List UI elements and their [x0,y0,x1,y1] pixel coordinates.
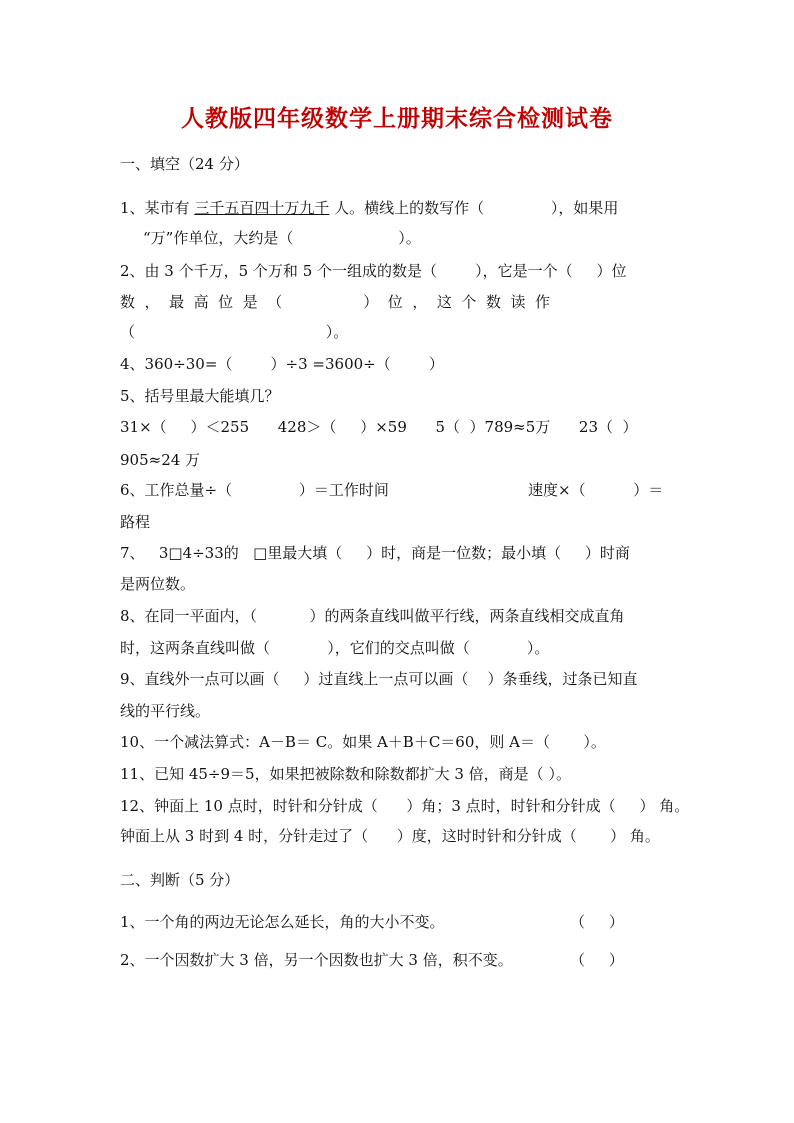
question-1-line-1 [120,198,618,218]
question-1-line-2: “万”作单位，大约是（ ）。 [143,229,421,247]
section-1-heading: 一、填空（24 分） [120,155,249,173]
judge-item-2-answer-box: （ ） [570,951,624,969]
question-8-line-2: 时，这两条直线叫做（ ），它们的交点叫做（ ）。 [120,639,550,657]
q1-suffix: 人。横线上的数写作（ ），如果用 [329,199,619,217]
section-2-heading: 二、判断（5 分） [120,871,240,889]
question-6-part-1: 6、工作总量÷（ ）＝工作时间 [120,481,389,499]
question-12-line-1: 12、钟面上 10 点时，时针和分针成（ ）角；3 点时，时针和分针成（ ） 角。 [120,797,690,815]
q1-prefix: 1、某市有 [120,199,195,217]
question-5: 5、括号里最大能填几？ [120,387,280,405]
question-7-line-2: 是两位数。 [120,575,196,593]
judge-item-1-answer-box: （ ） [570,913,624,931]
question-7-line-1: 7、 3□4÷33的 □里最大填（ ）时，商是一位数；最小填（ ）时商 [120,544,630,562]
question-8-line-1: 8、在同一平面内，（ ）的两条直线叫做平行线，两条直线相交成直角 [120,607,625,625]
question-5-line-1: 31×（ ）＜255 428＞（ ）×59 5（ ）789≈5万 23（ ） [120,418,638,436]
question-2-line-1: 2、由 3 个千万，5 个万和 5 个一组成的数是（ ），它是一个（ ）位 [120,262,627,280]
question-9-line-1: 9、直线外一点可以画（ ）过直线上一点可以画（ ）条垂线，过条已知直 [120,670,638,688]
judge-item-1: 1、一个角的两边无论怎么延长，角的大小不变。 [120,913,445,931]
question-2-line-3: （ ）。 [120,323,349,341]
page-title: 人教版四年级数学上册期末综合检测试卷 [181,105,613,132]
question-6-line-2: 路程 [120,513,151,531]
question-4: 4、360÷30=（ ）÷3 =3600÷（ ） [120,355,444,373]
q1-underlined-number: 三千五百四十万九千 [194,199,330,217]
question-2-line-2: 数 ， 最 高 位 是 （ ） 位 ， 这 个 数 读 作 [120,293,551,311]
question-10: 10、一个减法算式：A－B＝ C。如果 A＋B＋C＝60，则 A＝（ ）。 [120,733,606,751]
question-6-part-2: 速度×（ ）＝ [528,481,664,499]
question-9-line-2: 线的平行线。 [120,702,211,720]
judge-item-2: 2、一个因数扩大 3 倍，另一个因数也扩大 3 倍，积不变。 [120,951,513,969]
question-11: 11、已知 45÷9＝5，如果把被除数和除数都扩大 3 倍，商是（ ）。 [120,765,571,783]
question-12-line-2: 钟面上从 3 时到 4 时，分针走过了（ ）度，这时时针和分针成（ ） 角。 [120,827,660,845]
question-5-line-2: 905≈24 万 [120,451,201,469]
